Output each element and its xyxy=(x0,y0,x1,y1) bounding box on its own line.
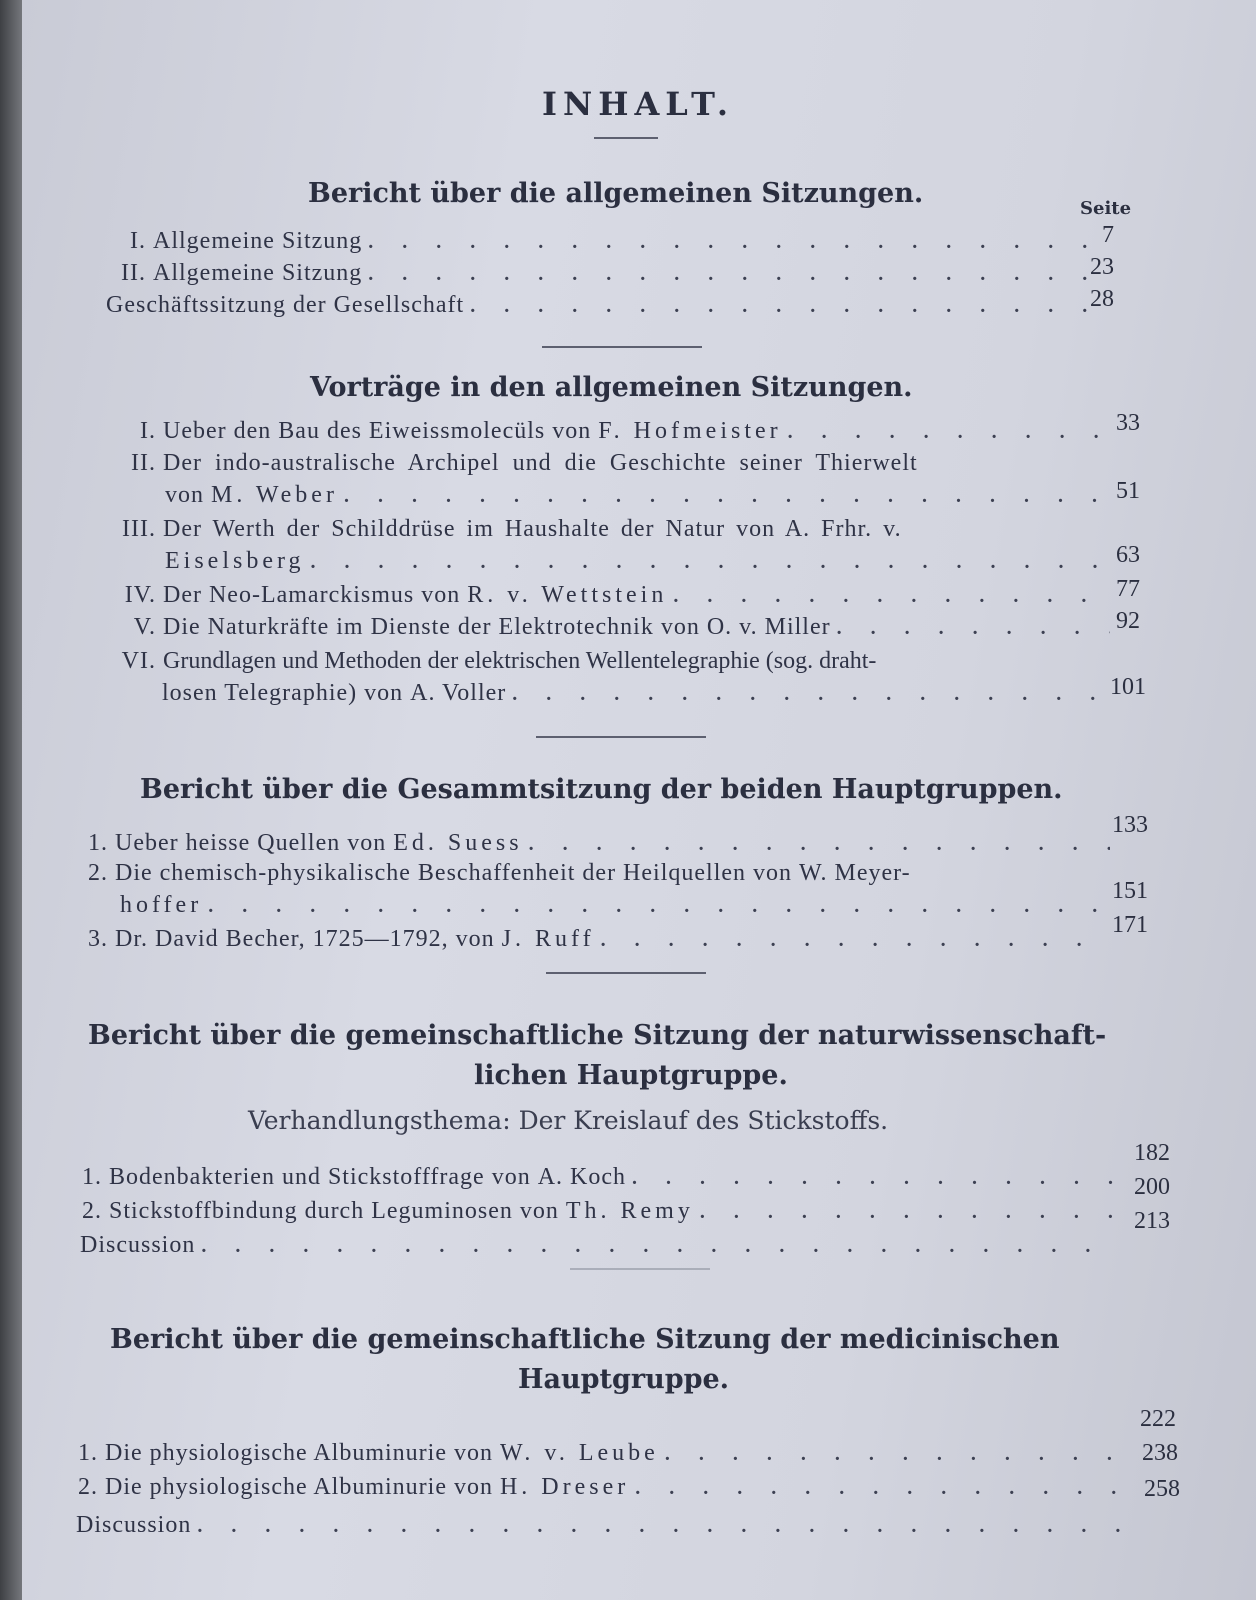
leader-dots xyxy=(529,833,1110,856)
page-number: 7 xyxy=(1102,222,1114,248)
page-column-label: Seite xyxy=(1080,198,1132,219)
entry-author: H. Dreser xyxy=(499,1474,630,1500)
entry-title: Geschäftssitzung der Gesellschaft xyxy=(106,292,465,318)
section-heading-continuation: Hauptgruppe. xyxy=(518,1364,730,1395)
entry-title: Die physiologische Albuminurie von xyxy=(105,1474,493,1500)
page-number: 101 xyxy=(1110,674,1146,700)
leader-dots xyxy=(673,585,1110,608)
section-rule xyxy=(542,346,702,348)
entry-author: Ed. Suess xyxy=(393,830,523,856)
entry-author: W. v. Leube xyxy=(499,1440,659,1466)
page-number: 33 xyxy=(1116,410,1140,436)
section-subheading: Verhandlungsthema: Der Kreislauf des Stickstoffs. xyxy=(248,1106,889,1135)
entry-author: A. Voller xyxy=(410,680,507,706)
page-number: 222 xyxy=(1140,1406,1176,1432)
entry-number: 2. xyxy=(88,860,108,886)
entry-title: Ueber heisse Quellen von xyxy=(115,830,387,856)
toc-entry xyxy=(106,582,1116,609)
toc-entry xyxy=(106,516,1116,543)
entry-number: IV. xyxy=(124,582,156,608)
entry-number: 1. xyxy=(88,830,108,856)
entry-author: hoffer xyxy=(120,892,203,918)
toc-entry xyxy=(76,1512,1146,1539)
leader-dots xyxy=(344,485,1110,508)
section-rule xyxy=(546,972,706,974)
entry-title: Discussion xyxy=(80,1232,196,1258)
entry-title: Der Werth der Schilddrüse im Haushalte der Natur von A. Frhr. v. xyxy=(163,516,902,542)
leader-dots xyxy=(837,617,1110,640)
section-heading: Bericht über die allgemeinen Sitzungen. xyxy=(308,178,924,209)
page-number: 171 xyxy=(1112,912,1148,938)
page-title: INHALT. xyxy=(542,85,734,123)
page-number: 51 xyxy=(1116,478,1140,504)
leader-dots xyxy=(632,1167,1120,1190)
toc-entry xyxy=(86,830,1116,857)
entry-title: Der indo-australische Archipel und die Geschichte seiner Thierwelt xyxy=(163,450,918,476)
book-page xyxy=(22,0,1256,1600)
page-number: 182 xyxy=(1134,1140,1170,1166)
entry-author: Eiselsberg xyxy=(165,548,305,574)
page-number: 151 xyxy=(1112,878,1148,904)
leader-dots xyxy=(788,421,1110,444)
section-heading: Vorträge in den allgemeinen Sitzungen. xyxy=(310,372,913,403)
section-rule xyxy=(536,736,706,738)
leader-dots xyxy=(368,231,1100,254)
leader-dots xyxy=(368,263,1100,286)
leader-dots xyxy=(201,1235,1120,1258)
page-number: 92 xyxy=(1116,608,1140,634)
entry-author: W. Meyer- xyxy=(799,860,911,886)
entry-title: Allgemeine Sitzung xyxy=(153,228,363,254)
entry-number: 2. xyxy=(82,1198,102,1224)
leader-dots xyxy=(601,929,1110,952)
entry-title: Discussion xyxy=(76,1512,192,1538)
leader-dots xyxy=(470,295,1100,318)
leader-dots xyxy=(311,551,1110,574)
leader-dots xyxy=(665,1443,1140,1466)
entry-number: 2. xyxy=(78,1474,98,1500)
toc-entry xyxy=(106,292,1106,319)
entry-number: II. xyxy=(131,450,156,476)
toc-entry-continuation xyxy=(165,548,1116,575)
toc-entry-continuation xyxy=(165,482,1116,509)
toc-entry xyxy=(86,926,1116,953)
entry-author: M. Weber xyxy=(211,482,338,508)
entry-title: Die physiologische Albuminurie von xyxy=(105,1440,493,1466)
page-number: 258 xyxy=(1144,1476,1180,1502)
entry-author: A. Koch xyxy=(537,1164,627,1190)
toc-entry xyxy=(80,1198,1126,1225)
section-heading-continuation: lichen Hauptgruppe. xyxy=(474,1060,788,1091)
entry-title: Dr. David Becher, 1725—1792, von xyxy=(115,926,495,952)
toc-entry xyxy=(106,614,1116,641)
entry-number: II. xyxy=(121,260,146,286)
entry-author: J. Ruff xyxy=(501,926,595,952)
entry-title: Die Naturkräfte im Dienste der Elektrotechnik von xyxy=(163,614,700,640)
toc-entry xyxy=(106,418,1116,445)
section-heading: Bericht über die gemeinschaftliche Sitzung der naturwissenschaft- xyxy=(88,1020,1107,1051)
toc-entry-continuation xyxy=(162,680,1116,707)
entry-author: Th. Remy xyxy=(565,1198,694,1224)
entry-number: 3. xyxy=(88,926,108,952)
page-number: 200 xyxy=(1134,1174,1170,1200)
entry-title: Ueber den Bau des Eiweissmolecüls von xyxy=(163,418,592,444)
page-number: 238 xyxy=(1142,1440,1178,1466)
title-rule xyxy=(594,137,658,139)
leader-dots xyxy=(208,895,1110,918)
toc-entry xyxy=(76,1474,1146,1501)
section-rule xyxy=(570,1268,710,1270)
page-number: 28 xyxy=(1090,286,1114,312)
entry-number: 1. xyxy=(78,1440,98,1466)
section-heading: Bericht über die Gesammtsitzung der beiden Hauptgruppen. xyxy=(140,774,1063,805)
entry-title: Bodenbakterien und Stickstofffrage von xyxy=(109,1164,531,1190)
entry-title: Stickstoffbindung durch Leguminosen von xyxy=(109,1198,559,1224)
toc-entry xyxy=(86,860,1116,887)
page-number: 77 xyxy=(1116,576,1140,602)
entry-author: O. v. Miller xyxy=(706,614,831,640)
toc-entry xyxy=(106,648,1116,675)
entry-author: F. Hofmeister xyxy=(598,418,782,444)
entry-title: von xyxy=(165,482,204,508)
page-number: 213 xyxy=(1134,1208,1170,1234)
leader-dots xyxy=(512,683,1110,706)
entry-number: 1. xyxy=(82,1164,102,1190)
toc-entry xyxy=(106,450,1116,477)
entry-author: R. v. Wettstein xyxy=(467,582,668,608)
entry-number: V. xyxy=(133,614,156,640)
toc-entry xyxy=(106,228,1106,255)
leader-dots xyxy=(197,1515,1140,1538)
entry-title: Allgemeine Sitzung xyxy=(153,260,363,286)
toc-entry xyxy=(80,1164,1126,1191)
toc-entry xyxy=(80,1232,1126,1259)
book-spine-shadow xyxy=(0,0,22,1600)
entry-title: Der Neo-Lamarckismus von xyxy=(163,582,461,608)
entry-title: Die chemisch-physikalische Beschaffenheit der Heilquellen von xyxy=(115,860,793,886)
toc-entry xyxy=(106,260,1106,287)
section-heading: Bericht über die gemeinschaftliche Sitzung der medicinischen xyxy=(110,1324,1060,1355)
entry-number: I. xyxy=(130,228,146,254)
entry-number: III. xyxy=(122,516,156,542)
leader-dots xyxy=(635,1477,1140,1500)
toc-entry-continuation xyxy=(120,892,1116,919)
entry-title: Grundlagen und Methoden der elektrischen Wellentelegraphie (sog. draht- xyxy=(163,648,877,674)
entry-title: losen Telegraphie) von xyxy=(162,680,404,706)
page-number: 63 xyxy=(1116,542,1140,568)
entry-number: I. xyxy=(140,418,156,444)
entry-number: VI. xyxy=(121,648,156,674)
page-number: 133 xyxy=(1112,812,1148,838)
toc-entry xyxy=(76,1440,1146,1467)
leader-dots xyxy=(700,1201,1120,1224)
page-number: 23 xyxy=(1090,254,1114,280)
